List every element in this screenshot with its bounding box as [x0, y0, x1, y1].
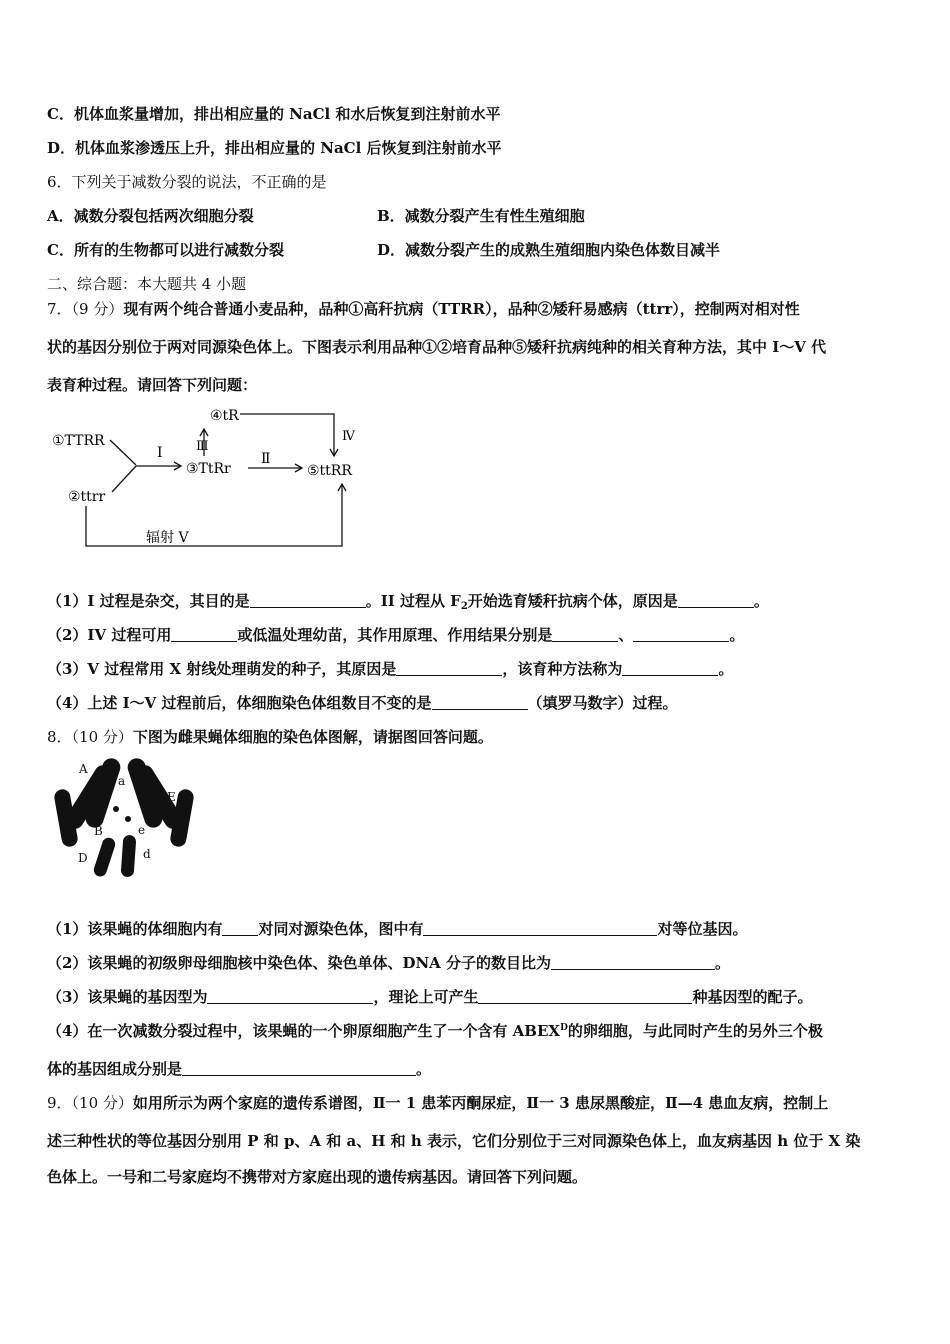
- q7-line3: 表育种过程。请回答下列问题：: [47, 376, 258, 394]
- dot-chromosome-iv: [113, 806, 119, 812]
- label-process-iii: Ⅲ: [196, 439, 209, 454]
- q8-sub2: [47, 952, 730, 973]
- node-ttrr-1: ①TTRR: [52, 433, 105, 449]
- q9-line2: 述三种性状的等位基因分别用 P 和 p、A 和 a、H 和 h 表示，它们分别位于三对同源染色体上，血友病基因 h 位于 X 染: [47, 1132, 861, 1150]
- arrow-v: [86, 484, 342, 546]
- q9-line1: [47, 1092, 828, 1113]
- answer-blank[interactable]: [423, 921, 657, 936]
- q8-sub4-text-a: （4）在一次减数分裂过程中，该果蝇的一个卵原细胞产生了一个含有 ABEX: [47, 1022, 561, 1040]
- q8-sub3-text-a: （3）该果蝇的基因型为: [47, 988, 208, 1006]
- q8-sub1: [47, 918, 747, 939]
- q8-sub3-text-b: ，理论上可产生: [373, 988, 479, 1006]
- q7-text-line1: 现有两个纯合普通小麦品种，品种①高秆抗病（TTRR），品种②矮秆易感病（ttrr），控制两对相对性: [123, 300, 800, 318]
- gene-label-e: e: [138, 823, 146, 837]
- q5-option-c: C．机体血浆量增加，排出相应量的 NaCl 和水后恢复到注射前水平: [47, 105, 501, 123]
- q8-number: 8．（10 分）: [47, 728, 133, 746]
- q8-sub4-text-b: 的卵细胞，与此同时产生的另外三个极: [567, 1022, 823, 1040]
- node-ttrr-3: ③TtRr: [186, 461, 231, 477]
- q7-sub1-subscript: 2: [460, 601, 468, 612]
- q7-sub1-text-a: （1）I 过程是杂交，其目的是: [47, 592, 250, 610]
- answer-blank[interactable]: [633, 627, 729, 642]
- answer-blank[interactable]: [222, 921, 258, 936]
- q7-sub2: [47, 624, 744, 645]
- q7-sub3: [47, 658, 733, 679]
- node-tr-4: ④tR: [210, 408, 239, 424]
- chromosome-d-right: [121, 835, 137, 878]
- label-process-ii: Ⅱ: [261, 451, 271, 467]
- q7-sub4: [47, 692, 678, 713]
- gene-label-D: D: [78, 851, 88, 865]
- q6-option-b: B．减数分裂产生有性生殖细胞: [377, 207, 585, 225]
- gene-label-E: E: [167, 790, 176, 804]
- q8-sub2-text-b: 。: [715, 954, 731, 972]
- answer-blank[interactable]: [622, 661, 718, 676]
- q8-sub1-text-a: （1）该果蝇的体细胞内有: [47, 920, 223, 938]
- q7-sub1-text-c: 开始选育矮秆抗病个体，原因是: [467, 592, 678, 610]
- label-process-v: 辐射 V: [146, 530, 189, 546]
- answer-blank[interactable]: [552, 627, 618, 642]
- q7-sub3-text-a: （3）V 过程常用 X 射线处理萌发的种子，其原因是: [47, 660, 397, 678]
- label-process-i: I: [157, 445, 163, 461]
- q7-sub2-text-c: 、: [618, 626, 634, 644]
- q7-sub4-text-a: （4）上述 I～V 过程前后，体细胞染色体组数目不变的是: [47, 694, 432, 712]
- gene-label-B2: B: [94, 824, 103, 838]
- q8-sub3-text-c: 种基因型的配子。: [692, 988, 813, 1006]
- q7-sub1-text-b: 。II 过程从 F: [365, 592, 461, 610]
- q7-sub2-text-a: （2）IV 过程可用: [47, 626, 172, 644]
- q6-option-d: D．减数分裂产生的成熟生殖细胞内染色体数目减半: [377, 241, 721, 259]
- q9-number: 9．（10 分）: [47, 1094, 133, 1112]
- arrow-iv: [240, 414, 334, 456]
- chromosome-figure: [50, 755, 195, 885]
- q7-sub1: [47, 590, 769, 612]
- q9-line3: 色体上。一号和二号家庭均不携带对方家庭出现的遗传病基因。请回答下列问题。: [47, 1168, 588, 1186]
- q7-sub4-text-b: （填罗马数字）过程。: [527, 694, 678, 712]
- q8-sub1-text-c: 对等位基因。: [657, 920, 748, 938]
- answer-blank[interactable]: [551, 955, 715, 970]
- answer-blank[interactable]: [478, 989, 692, 1004]
- q8-stem-text: 下图为雌果蝇体细胞的染色体图解，请据图回答问题。: [132, 728, 493, 746]
- section-heading: 二、综合题：本大题共 4 小题: [47, 275, 247, 293]
- q6-number: 6．: [47, 173, 72, 191]
- answer-blank[interactable]: [250, 593, 366, 608]
- dot-chromosome-iv-2: [125, 816, 131, 822]
- gene-label-a: a: [118, 774, 126, 788]
- q8-sub4-line1: [47, 1020, 823, 1041]
- answer-blank[interactable]: [678, 593, 754, 608]
- gene-label-d: d: [143, 847, 151, 861]
- q7-sub3-text-b: ，该育种方法称为: [502, 660, 623, 678]
- q5-option-d: D．机体血浆渗透压上升，排出相应量的 NaCl 后恢复到注射前水平: [47, 139, 502, 157]
- q7-sub3-text-c: 。: [718, 660, 734, 678]
- q7-sub2-text-b: 或低温处理幼苗，其作用原理、作用结果分别是: [237, 626, 553, 644]
- node-ttrr-5: ⑤ttRR: [307, 463, 352, 479]
- branch-line-1: [110, 440, 136, 465]
- q8-sub3: [47, 986, 812, 1007]
- q8-sub4-superscript: D: [560, 1023, 568, 1033]
- q7-sub1-text-d: 。: [753, 592, 769, 610]
- q7-number: 7．（9 分）: [47, 300, 124, 318]
- answer-blank[interactable]: [207, 989, 373, 1004]
- q7-line2: 状的基因分别位于两对同源染色体上。下图表示利用品种①②培育品种⑤矮秆抗病纯种的相关育种方法，其中 I～V 代: [47, 338, 827, 356]
- breeding-diagram: [50, 400, 370, 552]
- q7-sub2-text-d: 。: [729, 626, 745, 644]
- q7-line1: [47, 298, 800, 319]
- gene-label-B1: B: [58, 790, 67, 804]
- node-ttrr-2: ②ttrr: [68, 489, 106, 505]
- q8-sub2-text-a: （2）该果蝇的初级卵母细胞核中染色体、染色单体、DNA 分子的数目比为: [47, 954, 552, 972]
- answer-blank[interactable]: [182, 1061, 416, 1076]
- q8-sub1-text-b: 对同对源染色体，图中有: [258, 920, 424, 938]
- q6-stem-text: 下列关于减数分裂的说法，不正确的是: [71, 173, 327, 191]
- q8-stem: [47, 726, 493, 747]
- q9-text-line1: 如用所示为两个家庭的遗传系谱图，Ⅱ一 1 患苯丙酮尿症，Ⅱ一 3 患尿黑酸症，Ⅱ—4 患血友病，控制上: [132, 1094, 829, 1112]
- answer-blank[interactable]: [432, 695, 528, 710]
- chromosome-d-left: [92, 836, 117, 878]
- q8-sub4-text-c: 体的基因组成分别是: [47, 1060, 183, 1078]
- q6-stem: [47, 171, 327, 192]
- q8-sub4-line2: [47, 1058, 431, 1079]
- gene-label-A: A: [79, 762, 88, 776]
- answer-blank[interactable]: [171, 627, 237, 642]
- q6-option-c: C．所有的生物都可以进行减数分裂: [47, 241, 284, 259]
- answer-blank[interactable]: [396, 661, 502, 676]
- q8-sub4-text-d: 。: [416, 1060, 432, 1078]
- q6-option-a: A．减数分裂包括两次细胞分裂: [47, 207, 254, 225]
- branch-line-2: [112, 466, 136, 492]
- label-process-iv: Ⅳ: [342, 429, 355, 444]
